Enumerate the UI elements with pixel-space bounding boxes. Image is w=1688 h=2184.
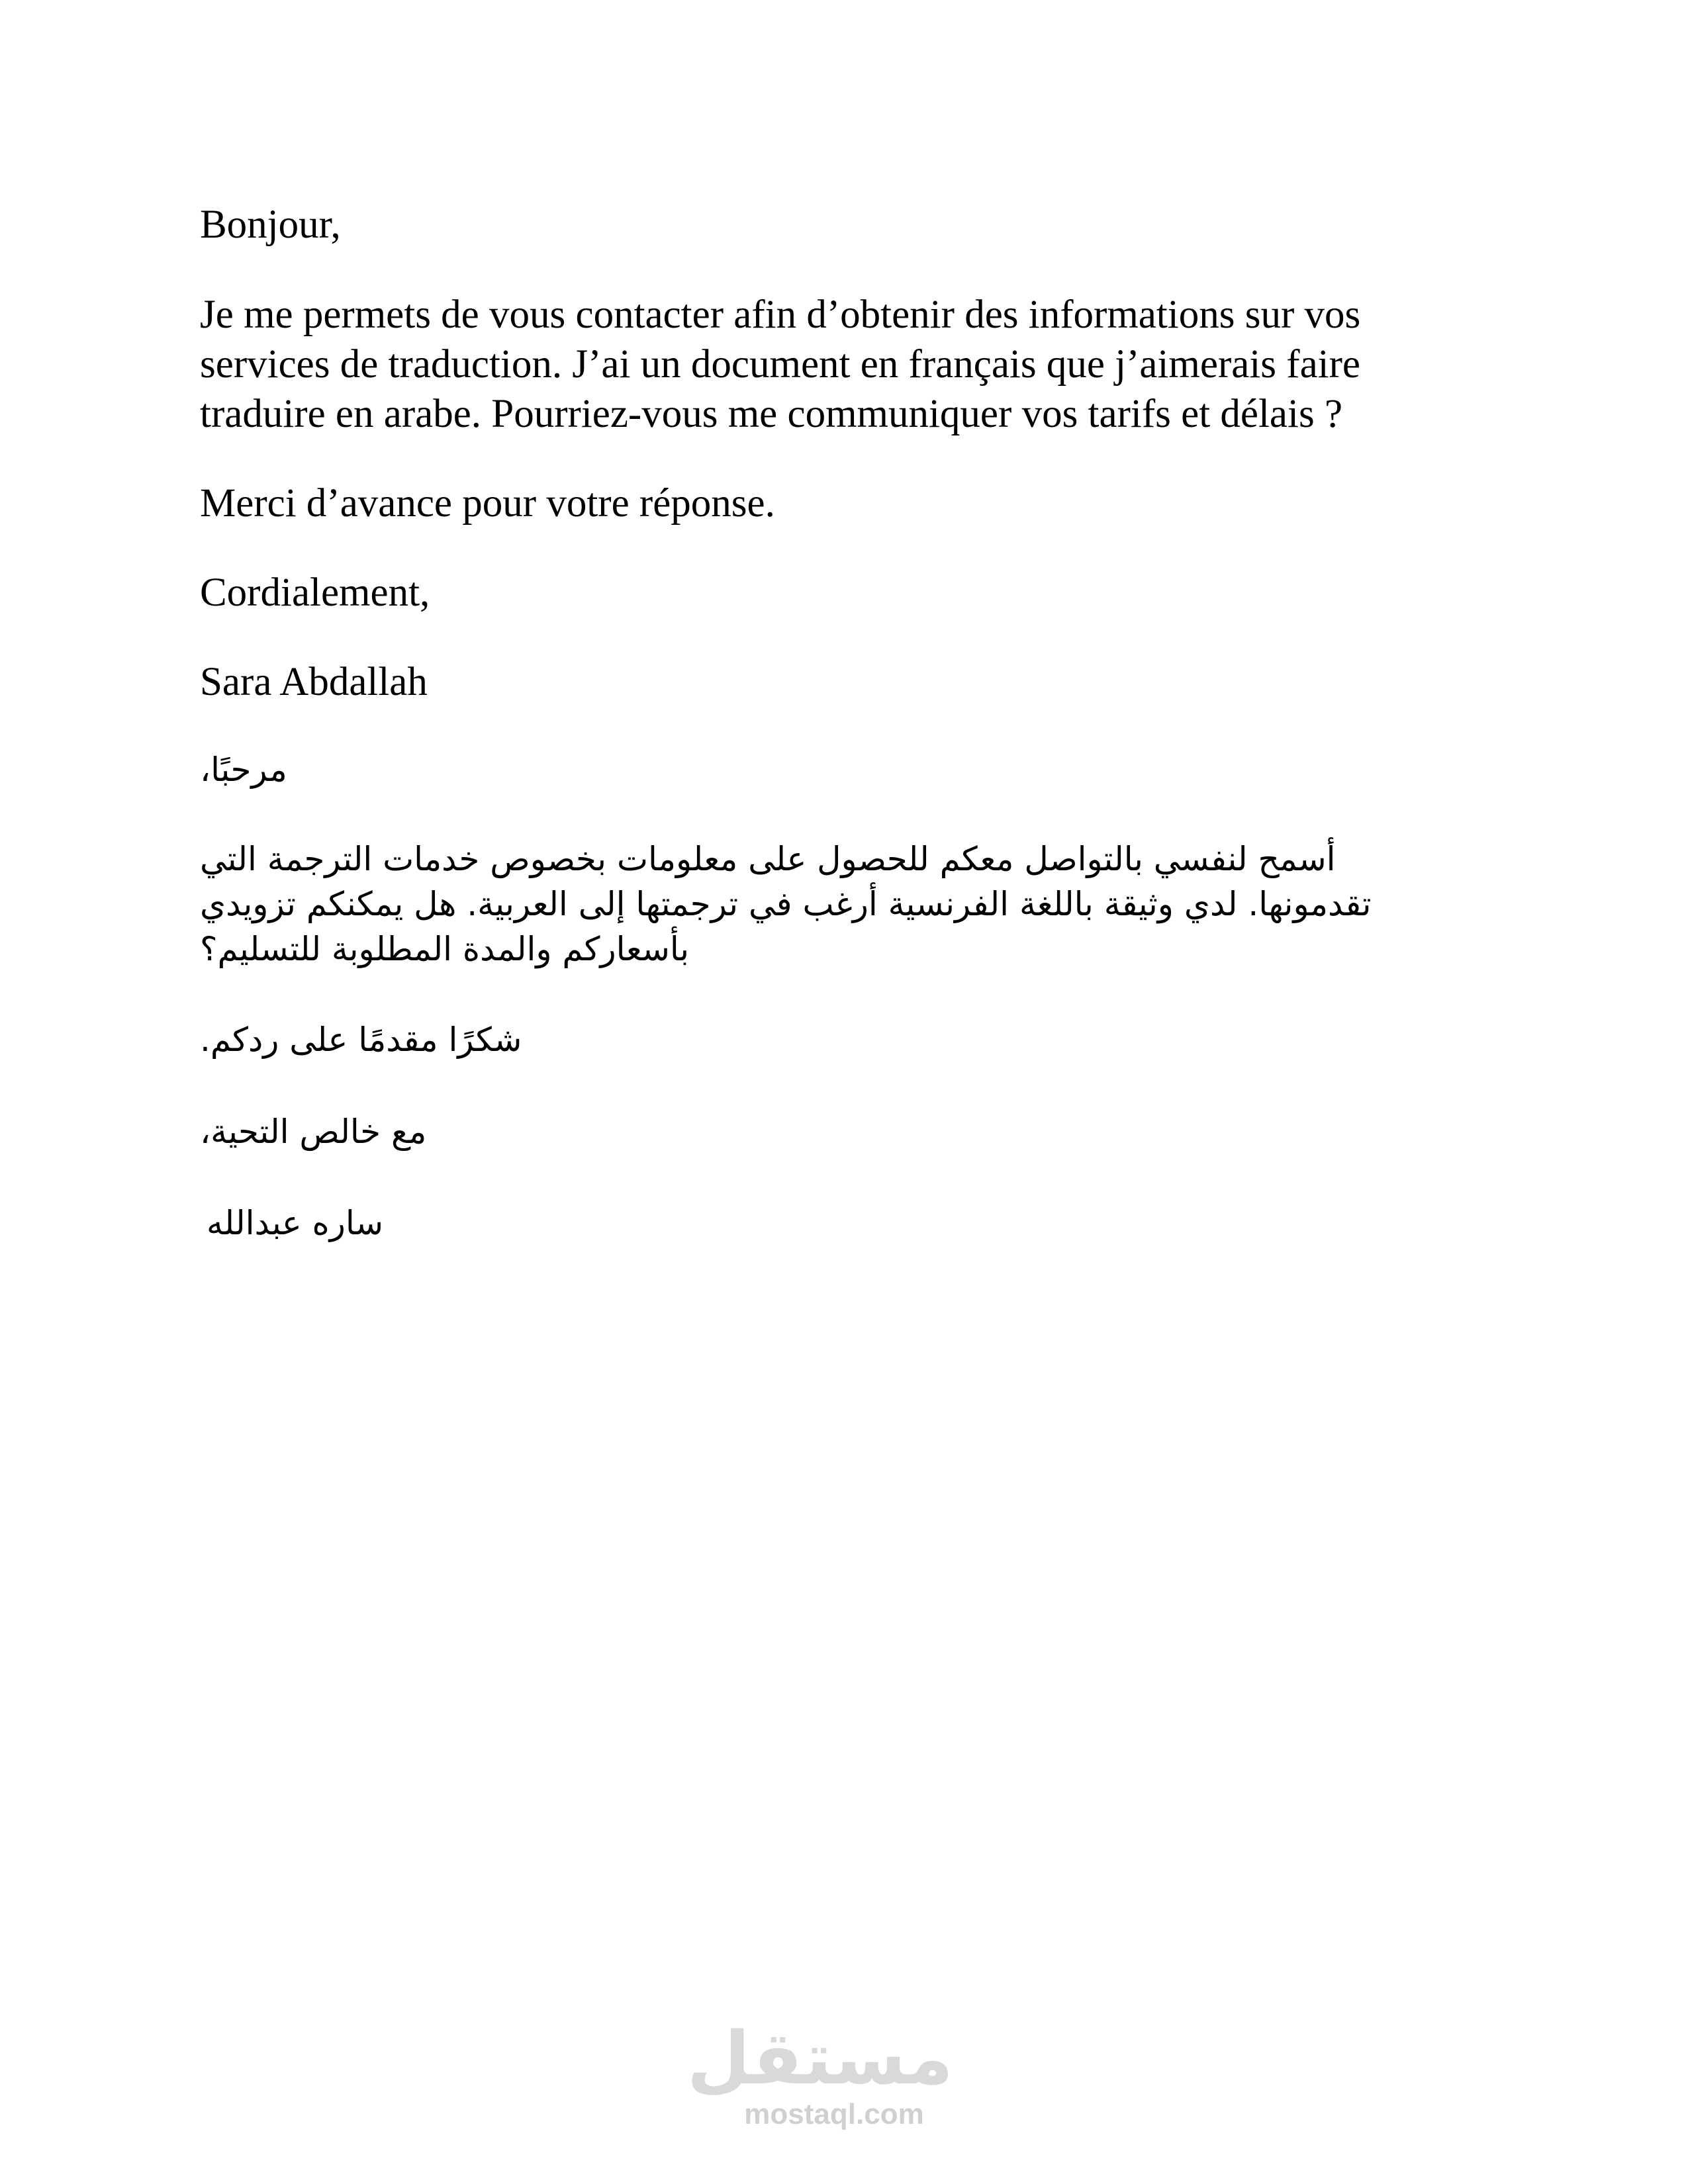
mostaql-watermark bbox=[686, 2016, 953, 2151]
watermark-url: mostaql.com bbox=[744, 2098, 924, 2130]
arabic-signature: ساره عبدالله bbox=[207, 1204, 384, 1242]
french-thanks: Merci d’avance pour votre réponse. bbox=[200, 481, 775, 525]
arabic-thanks: شكرًا مقدمًا على ردكم. bbox=[200, 1021, 522, 1059]
french-closing: Cordialement, bbox=[200, 570, 430, 615]
french-body-line-1: Je me permets de vous contacter afin d’obtenir des informations sur vos bbox=[200, 293, 1361, 337]
arabic-body-line-2: تقدمونها. لدي وثيقة باللغة الفرنسية أرغب في ترجمتها إلى العربية. هل يمكنكم تزويدي bbox=[200, 885, 1372, 923]
arabic-body-line-3: بأسعاركم والمدة المطلوبة للتسليم؟ bbox=[200, 930, 690, 968]
french-body-line-3: traduire en arabe. Pourriez-vous me communiquer vos tarifs et délais ? bbox=[200, 392, 1343, 436]
arabic-greeting: مرحبًا، bbox=[200, 751, 287, 789]
watermark-logo: مستقل bbox=[686, 2016, 953, 2101]
french-greeting: Bonjour, bbox=[200, 203, 341, 247]
arabic-body-line-1: أسمح لنفسي بالتواصل معكم للحصول على معلومات بخصوص خدمات الترجمة التي bbox=[200, 840, 1336, 878]
french-signature: Sara Abdallah bbox=[200, 660, 428, 704]
french-body-line-2: services de traduction. J’ai un document en français que j’aimerais faire bbox=[200, 342, 1361, 387]
arabic-closing: مع خالص التحية، bbox=[200, 1113, 427, 1151]
